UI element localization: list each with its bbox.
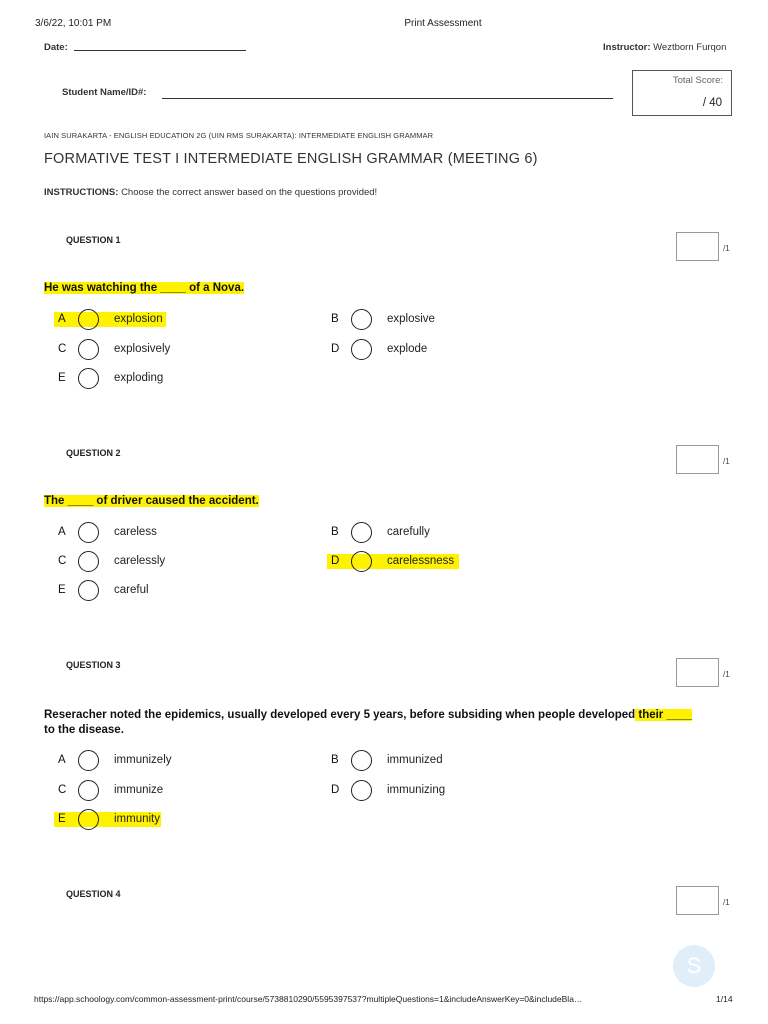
footer-url: https://app.schoology.com/common-assessment-print/course/5738810290/5595397537?multipleQuestions=1&includeAnswerKey=0&includeBla… [34,994,583,1004]
radio-circle[interactable] [351,522,372,543]
question-2-text: The ____ of driver caused the accident. [44,495,259,507]
question-4-points-input[interactable] [676,886,719,915]
total-score-label: Total Score: [672,75,723,86]
print-title: Print Assessment [404,18,482,29]
radio-circle[interactable] [351,339,372,360]
radio-circle[interactable] [78,580,99,601]
page-number: 1/14 [716,994,733,1004]
question-2-label: QUESTION 2 [66,448,121,458]
radio-circle[interactable] [78,339,99,360]
question-1-points-input[interactable] [676,232,719,261]
student-name-line[interactable] [162,98,613,99]
question-3-label: QUESTION 3 [66,660,121,670]
question-1-label: QUESTION 1 [66,235,121,245]
radio-circle[interactable] [78,522,99,543]
schoology-logo: S [673,945,715,987]
question-4-points: /1 [723,898,730,907]
radio-circle[interactable] [78,780,99,801]
question-2-points-input[interactable] [676,445,719,474]
total-score-value: / 40 [702,97,722,109]
student-label: Student Name/ID#: [62,87,147,98]
instructor-name: Weztborn Furqon [653,42,727,53]
instructions-label: INSTRUCTIONS: [44,187,119,198]
instructions [44,187,377,198]
date-label: Date: [44,42,68,53]
print-datetime: 3/6/22, 10:01 PM [35,18,112,29]
total-score-box [632,70,732,116]
radio-circle[interactable] [78,551,99,572]
course-name: IAIN SURAKARTA - ENGLISH EDUCATION 2G (UIN RMS SURAKARTA): INTERMEDIATE ENGLISH GRAMMAR [44,131,434,140]
question-3-text: Reseracher noted the epidemics, usually developed every 5 years, before subsiding when people developed their ____ to the disease. [44,709,693,736]
radio-circle[interactable] [78,750,99,771]
instructor-label: Instructor: [603,42,651,53]
question-3-points-input[interactable] [676,658,719,687]
radio-circle[interactable] [351,750,372,771]
question-1-points: /1 [723,244,730,253]
date-line[interactable] [74,50,246,51]
radio-circle[interactable] [351,780,372,801]
question-2-points: /1 [723,457,730,466]
question-1-text: He was watching the ____ of a Nova. [44,282,245,294]
question-4-label: QUESTION 4 [66,889,121,899]
radio-circle[interactable] [78,809,99,830]
radio-circle[interactable] [351,309,372,330]
page-title: FORMATIVE TEST I INTERMEDIATE ENGLISH GRAMMAR (MEETING 6) [44,151,538,167]
instructor [603,42,726,53]
instructions-text: Choose the correct answer based on the questions provided! [121,187,378,198]
radio-circle[interactable] [351,551,372,572]
radio-circle[interactable] [78,309,99,330]
question-3-points: /1 [723,670,730,679]
radio-circle[interactable] [78,368,99,389]
